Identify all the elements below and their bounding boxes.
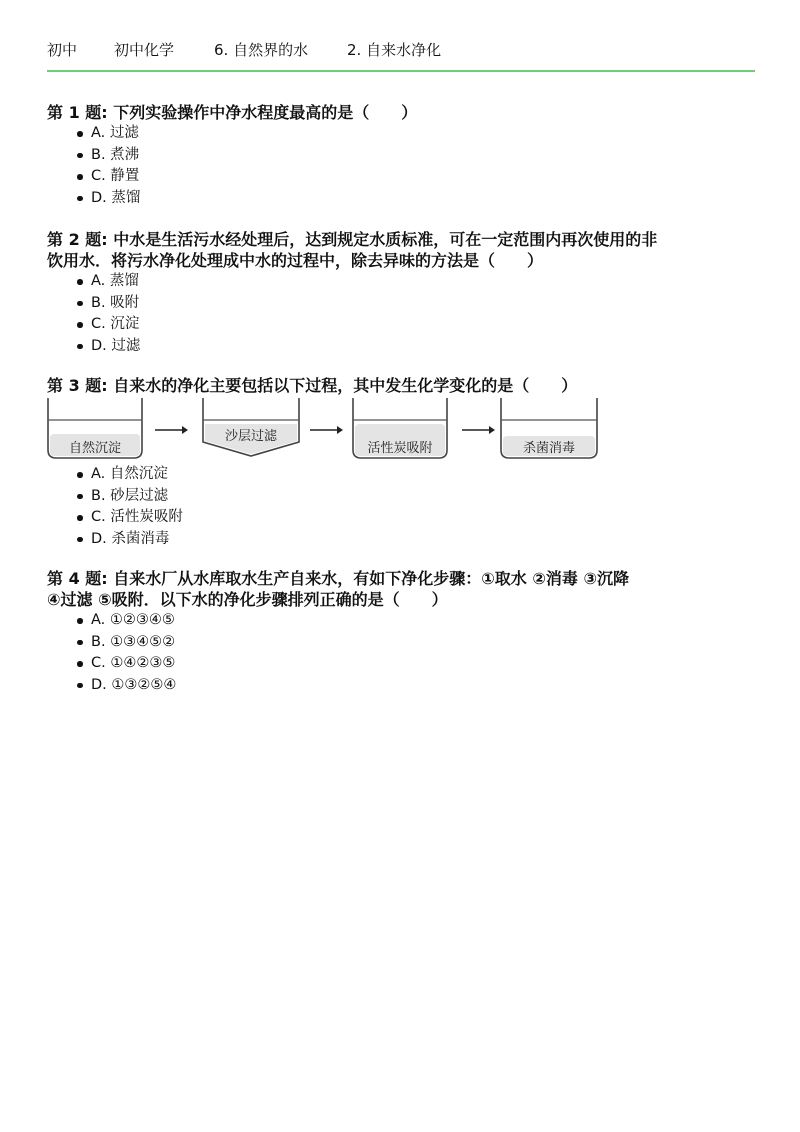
option-b[interactable]: B. 煮沸 — [77, 145, 762, 167]
option-d[interactable]: D. 过滤 — [77, 336, 762, 358]
question-2 — [47, 229, 762, 357]
step-label: 自然沉淀 — [68, 441, 121, 456]
question-3 — [47, 375, 762, 550]
question-2-title-line2: 饮用水．将污水净化处理成中水的过程中，除去异味的方法是（ ） — [47, 251, 544, 270]
header-divider — [47, 70, 755, 72]
step-label: 沙层过滤 — [224, 429, 277, 444]
breadcrumb-item-chapter[interactable]: 6. 自然界的水 — [214, 41, 309, 59]
option-a[interactable]: A. 自然沉淀 — [77, 464, 762, 486]
step-label: 杀菌消毒 — [522, 441, 575, 456]
option-d[interactable]: D. 杀菌消毒 — [77, 529, 762, 551]
option-d[interactable]: D. 蒸馏 — [77, 188, 762, 210]
breadcrumb-item-section[interactable]: 2. 自来水净化 — [347, 41, 442, 59]
question-2-title-line1: 第 2 题: 中水是生活污水经处理后，达到规定水质标准，可在一定范围内再次使用的非 — [47, 230, 658, 249]
question-1-title: 第 1 题: 下列实验操作中净水程度最高的是（ ） — [47, 103, 418, 122]
question-4-title-line2: ④过滤 ⑤吸附．以下水的净化步骤排列正确的是（ ） — [47, 590, 448, 609]
step-label: 活性炭吸附 — [367, 441, 433, 456]
option-b[interactable]: B. ①③④⑤② — [77, 632, 762, 654]
arrow-right-icon — [310, 425, 344, 435]
question-1 — [47, 102, 762, 209]
arrow-right-icon — [155, 425, 189, 435]
question-4 — [47, 568, 762, 696]
breadcrumb-item-subject[interactable]: 初中化学 — [114, 41, 175, 59]
option-b[interactable]: B. 砂层过滤 — [77, 486, 762, 508]
tank-sedimentation — [47, 398, 143, 460]
tank-carbon-adsorption — [352, 398, 448, 460]
question-4-title — [47, 568, 762, 610]
option-c[interactable]: C. ①④②③⑤ — [77, 653, 762, 675]
tank-disinfection — [500, 398, 598, 460]
option-d[interactable]: D. ①③②⑤④ — [77, 675, 762, 697]
purification-diagram — [47, 398, 607, 464]
question-2-options — [47, 271, 762, 357]
question-4-options — [47, 610, 762, 696]
question-2-title — [47, 229, 762, 271]
question-4-title-line1: 第 4 题: 自来水厂从水库取水生产自来水，有如下净化步骤：①取水 ②消毒 ③沉降 — [47, 569, 630, 588]
breadcrumb-item-level[interactable]: 初中 — [47, 41, 78, 59]
option-a[interactable]: A. 过滤 — [77, 123, 762, 145]
question-3-title: 第 3 题: 自来水的净化主要包括以下过程，其中发生化学变化的是（ ） — [47, 376, 578, 395]
option-c[interactable]: C. 沉淀 — [77, 314, 762, 336]
question-1-options — [47, 123, 762, 209]
option-b[interactable]: B. 吸附 — [77, 293, 762, 315]
arrow-right-icon — [462, 425, 496, 435]
option-a[interactable]: A. ①②③④⑤ — [77, 610, 762, 632]
option-c[interactable]: C. 静置 — [77, 166, 762, 188]
option-a[interactable]: A. 蒸馏 — [77, 271, 762, 293]
tank-sand-filter — [202, 398, 300, 460]
option-c[interactable]: C. 活性炭吸附 — [77, 507, 762, 529]
question-3-options — [47, 464, 762, 550]
